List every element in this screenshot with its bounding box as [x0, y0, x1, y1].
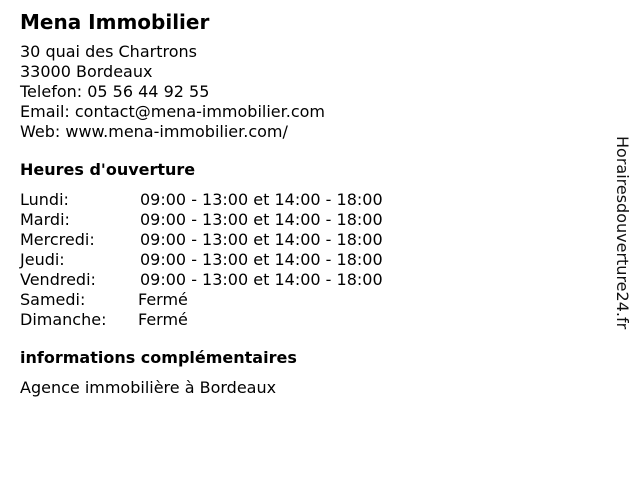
hours-day-label: Vendredi: [20, 270, 96, 289]
hours-time-value: 09:00 - 13:00 et 14:00 - 18:00 [140, 270, 383, 289]
hours-time-value: Fermé [138, 290, 188, 309]
hours-day-label: Jeudi: [20, 250, 65, 269]
site-watermark: Horairesdouverture24.fr [613, 136, 632, 330]
hours-day-label: Mercredi: [20, 230, 95, 249]
hours-row-vendredi [20, 270, 600, 290]
address-street: 30 quai des Chartrons [20, 42, 197, 61]
hours-row-samedi [20, 290, 600, 310]
email-text: Email: contact@mena-immobilier.com [20, 102, 325, 121]
hours-time-value: Fermé [138, 310, 188, 329]
address-city: 33000 Bordeaux [20, 62, 153, 81]
phone-text: Telefon: 05 56 44 92 55 [20, 82, 210, 101]
hours-time-value: 09:00 - 13:00 et 14:00 - 18:00 [140, 190, 383, 209]
business-card [20, 10, 600, 398]
hours-row-dimanche [20, 310, 600, 330]
hours-time-value: 09:00 - 13:00 et 14:00 - 18:00 [140, 230, 383, 249]
website-text: Web: www.mena-immobilier.com/ [20, 122, 288, 141]
additional-info-text: Agence immobilière à Bordeaux [20, 378, 277, 397]
hours-day-label: Lundi: [20, 190, 69, 209]
additional-info-heading: informations complémentaires [20, 348, 297, 367]
hours-row-jeudi [20, 250, 600, 270]
hours-day-label: Dimanche: [20, 310, 107, 329]
contact-block [20, 42, 600, 142]
hours-row-mercredi [20, 230, 600, 250]
hours-row-mardi [20, 210, 600, 230]
hours-time-value: 09:00 - 13:00 et 14:00 - 18:00 [140, 250, 383, 269]
hours-time-value: 09:00 - 13:00 et 14:00 - 18:00 [140, 210, 383, 229]
opening-hours-table [20, 190, 600, 330]
hours-day-label: Mardi: [20, 210, 70, 229]
business-name: Mena Immobilier [20, 10, 210, 34]
hours-day-label: Samedi: [20, 290, 86, 309]
opening-hours-heading: Heures d'ouverture [20, 160, 196, 179]
hours-row-lundi [20, 190, 600, 210]
